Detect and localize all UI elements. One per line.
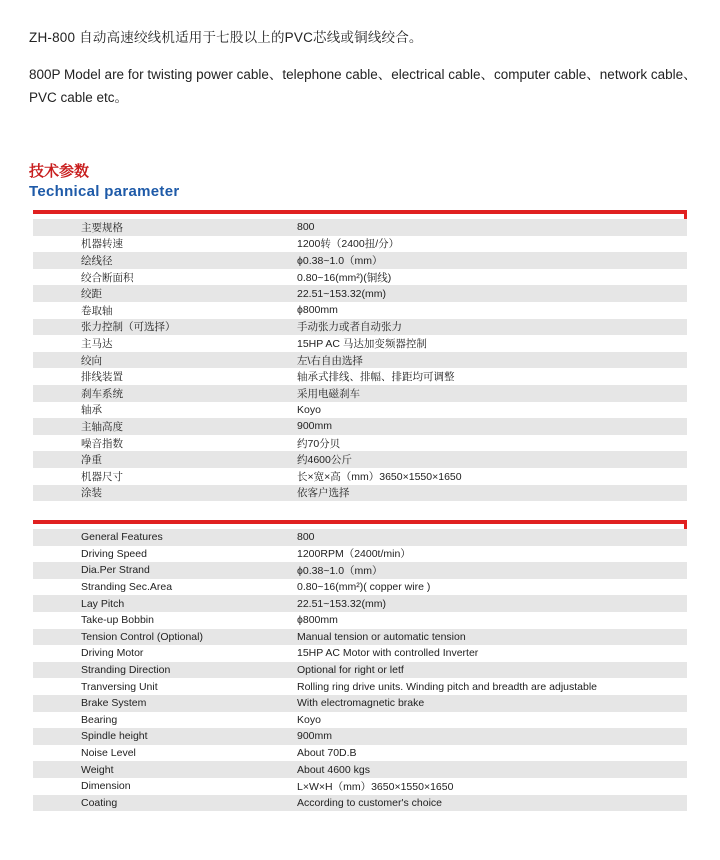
table-row bbox=[33, 468, 687, 485]
spec-label: 机器转速 bbox=[33, 236, 297, 253]
spec-table-cn bbox=[33, 219, 687, 501]
table-row bbox=[33, 678, 687, 695]
table-row bbox=[33, 451, 687, 468]
spec-label: Noise Level bbox=[33, 745, 297, 762]
spec-value: About 70D.B bbox=[297, 745, 687, 762]
table-row bbox=[33, 562, 687, 579]
table-row bbox=[33, 745, 687, 762]
spec-label: 排线装置 bbox=[33, 368, 297, 385]
spec-label: 主马达 bbox=[33, 335, 297, 352]
spec-label: 张力控制（可选择） bbox=[33, 319, 297, 336]
spec-label: 绞向 bbox=[33, 352, 297, 369]
table-row bbox=[33, 402, 687, 419]
table-row bbox=[33, 712, 687, 729]
table-divider-bar bbox=[33, 520, 687, 529]
spec-value: 左\右自由选择 bbox=[297, 352, 687, 369]
table-row bbox=[33, 629, 687, 646]
table-row bbox=[33, 285, 687, 302]
spec-label: Coating bbox=[33, 795, 297, 812]
spec-label: Bearing bbox=[33, 712, 297, 729]
spec-label: General Features bbox=[33, 529, 297, 546]
spec-value: 轴承式排线、排幅、排距均可调整 bbox=[297, 368, 687, 385]
spec-value: 800 bbox=[297, 219, 687, 236]
table-row bbox=[33, 219, 687, 236]
table-row bbox=[33, 579, 687, 596]
table-row bbox=[33, 595, 687, 612]
spec-label: 主轴高度 bbox=[33, 418, 297, 435]
spec-value: 1200转（2400扭/分） bbox=[297, 236, 687, 253]
spec-value: 采用电磁刹车 bbox=[297, 385, 687, 402]
spec-value: 800 bbox=[297, 529, 687, 546]
spec-label: 绞合断面积 bbox=[33, 269, 297, 286]
table-row bbox=[33, 728, 687, 745]
spec-value: 22.51~153.32(mm) bbox=[297, 595, 687, 612]
spec-value: 15HP AC Motor with controlled Inverter bbox=[297, 645, 687, 662]
spec-value: 依客户选择 bbox=[297, 485, 687, 502]
spec-label: Brake System bbox=[33, 695, 297, 712]
spec-value: 22.51~153.32(mm) bbox=[297, 285, 687, 302]
spec-table-cn-block bbox=[33, 210, 687, 501]
table-row bbox=[33, 761, 687, 778]
spec-label: Stranding Sec.Area bbox=[33, 579, 297, 596]
table-row bbox=[33, 695, 687, 712]
table-row bbox=[33, 385, 687, 402]
spec-label: Tranversing Unit bbox=[33, 678, 297, 695]
section-title-en: Technical parameter bbox=[29, 183, 180, 200]
spec-table-en bbox=[33, 529, 687, 811]
spec-value: 0.80~16(mm²)(铜线) bbox=[297, 269, 687, 286]
spec-label: 涂装 bbox=[33, 485, 297, 502]
spec-value: ϕ800mm bbox=[297, 612, 687, 629]
table-row bbox=[33, 645, 687, 662]
spec-label: Stranding Direction bbox=[33, 662, 297, 679]
spec-value: Manual tension or automatic tension bbox=[297, 629, 687, 646]
table-row bbox=[33, 546, 687, 563]
table-row bbox=[33, 795, 687, 812]
table-row bbox=[33, 368, 687, 385]
spec-value: With electromagnetic brake bbox=[297, 695, 687, 712]
spec-value: Koyo bbox=[297, 402, 687, 419]
spec-label: 轴承 bbox=[33, 402, 297, 419]
spec-value: Optional for right or letf bbox=[297, 662, 687, 679]
spec-value: 约70分贝 bbox=[297, 435, 687, 452]
spec-label: Spindle height bbox=[33, 728, 297, 745]
table-row bbox=[33, 485, 687, 502]
spec-label: 卷取轴 bbox=[33, 302, 297, 319]
table-row bbox=[33, 662, 687, 679]
spec-label: Dimension bbox=[33, 778, 297, 795]
table-row bbox=[33, 269, 687, 286]
spec-label: 机器尺寸 bbox=[33, 468, 297, 485]
section-title-cn: 技术参数 bbox=[29, 163, 90, 180]
spec-label: Dia.Per Strand bbox=[33, 562, 297, 579]
spec-label: Weight bbox=[33, 761, 297, 778]
spec-label: Lay Pitch bbox=[33, 595, 297, 612]
table-row bbox=[33, 252, 687, 269]
spec-label: 净重 bbox=[33, 451, 297, 468]
spec-value: 0.80~16(mm²)( copper wire ) bbox=[297, 579, 687, 596]
spec-value: 900mm bbox=[297, 728, 687, 745]
spec-value: 15HP AC 马达加变频器控制 bbox=[297, 335, 687, 352]
spec-label: 绘线径 bbox=[33, 252, 297, 269]
spec-value: 约4600公斤 bbox=[297, 451, 687, 468]
table-row bbox=[33, 778, 687, 795]
table-row bbox=[33, 612, 687, 629]
section-heading bbox=[29, 162, 180, 202]
table-row bbox=[33, 302, 687, 319]
table-row bbox=[33, 236, 687, 253]
table-row bbox=[33, 418, 687, 435]
spec-label: Driving Motor bbox=[33, 645, 297, 662]
spec-label: Tension Control (Optional) bbox=[33, 629, 297, 646]
spec-value: Rolling ring drive units. Winding pitch and breadth are adjustable bbox=[297, 678, 687, 695]
table-row bbox=[33, 435, 687, 452]
spec-value: About 4600 kgs bbox=[297, 761, 687, 778]
spec-value: ϕ0.38~1.0（mm） bbox=[297, 252, 687, 269]
spec-value: 900mm bbox=[297, 418, 687, 435]
spec-value: 长×宽×高（mm）3650×1550×1650 bbox=[297, 468, 687, 485]
intro-english: 800P Model are for twisting power cable、telephone cable、electrical cable、computer cable、network cable、PVC cable etc。 bbox=[29, 67, 697, 105]
table-row bbox=[33, 352, 687, 369]
spec-label: 绞距 bbox=[33, 285, 297, 302]
spec-label: Take-up Bobbin bbox=[33, 612, 297, 629]
table-row bbox=[33, 335, 687, 352]
table-divider-bar bbox=[33, 210, 687, 219]
spec-value: L×W×H（mm）3650×1550×1650 bbox=[297, 778, 687, 795]
intro-chinese: ZH-800 自动高速绞线机适用于七股以上的PVC芯线或铜线绞合。 bbox=[29, 30, 423, 45]
spec-value: Koyo bbox=[297, 712, 687, 729]
spec-label: 主要规格 bbox=[33, 219, 297, 236]
spec-value: ϕ800mm bbox=[297, 302, 687, 319]
spec-label: 噪音指数 bbox=[33, 435, 297, 452]
spec-table-en-block bbox=[33, 520, 687, 811]
table-row bbox=[33, 529, 687, 546]
spec-value: ϕ0.38~1.0（mm） bbox=[297, 562, 687, 579]
table-row bbox=[33, 319, 687, 336]
spec-value: According to customer's choice bbox=[297, 795, 687, 812]
spec-value: 1200RPM（2400t/min） bbox=[297, 546, 687, 563]
spec-label: Driving Speed bbox=[33, 546, 297, 563]
spec-label: 刹车系统 bbox=[33, 385, 297, 402]
spec-value: 手动张力或者自动张力 bbox=[297, 319, 687, 336]
